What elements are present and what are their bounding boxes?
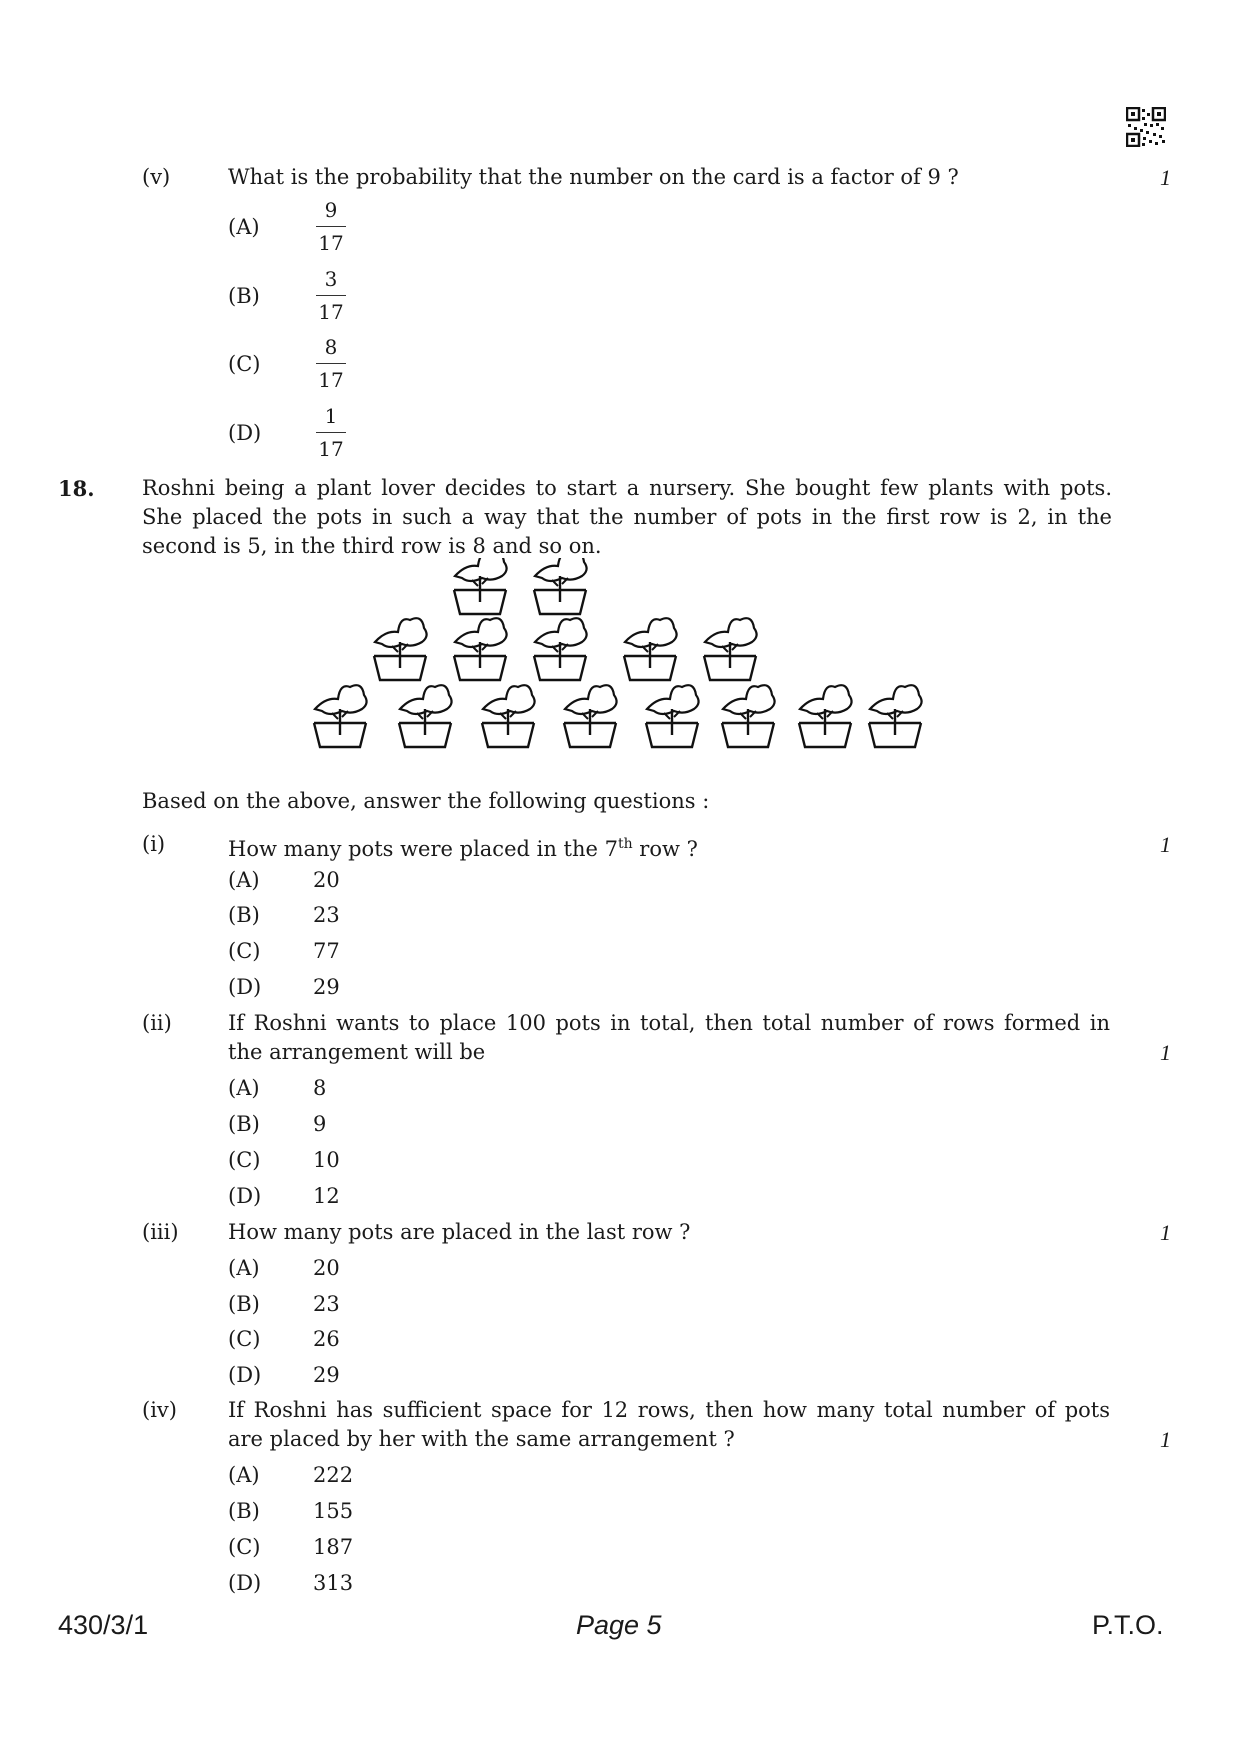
marks-label: 1	[1160, 1427, 1171, 1452]
option-label: (A)	[228, 215, 260, 239]
option-label: (A)	[228, 1463, 260, 1487]
option-label: (C)	[228, 1327, 261, 1351]
question-text-part: How many pots were placed in the 7	[228, 837, 618, 861]
question-label: (iii)	[142, 1220, 179, 1244]
fraction-numerator: 3	[316, 265, 346, 296]
question-line: are placed by her with the same arrangement ?	[228, 1427, 735, 1451]
paragraph-line: Roshni being a plant lover decides to start a nursery. She bought few plants with pots.	[142, 476, 1112, 500]
question-line: the arrangement will be	[228, 1040, 486, 1064]
pot-icon	[704, 618, 757, 680]
option-fraction	[316, 265, 346, 326]
pot-icon	[482, 685, 535, 747]
potted-plants-figure	[310, 558, 930, 773]
pot-icon	[869, 685, 922, 747]
qr-code-icon	[1126, 107, 1166, 147]
option-label: (C)	[228, 1535, 261, 1559]
fraction-denominator: 17	[318, 231, 344, 255]
fraction-numerator: 9	[316, 196, 346, 227]
marks-label: 1	[1160, 165, 1171, 190]
question-text: How many pots are placed in the last row ?	[228, 1220, 691, 1244]
option-fraction	[316, 333, 346, 394]
option-value: 77	[313, 939, 340, 963]
marks-label: 1	[1160, 1040, 1171, 1065]
option-value: 10	[313, 1148, 340, 1172]
option-value: 313	[313, 1571, 354, 1595]
option-label: (B)	[228, 1112, 260, 1136]
option-value: 9	[313, 1112, 327, 1136]
option-label: (D)	[228, 421, 262, 445]
pot-icon	[646, 685, 699, 747]
question-line: If Roshni has sufficient space for 12 rows, then how many total number of pots	[228, 1398, 1110, 1422]
option-value: 8	[313, 1076, 327, 1100]
option-value: 29	[313, 1363, 340, 1387]
pot-icon	[722, 685, 775, 747]
option-label: (A)	[228, 1256, 260, 1280]
option-value: 155	[313, 1499, 354, 1523]
marks-label: 1	[1160, 1220, 1171, 1245]
option-value: 12	[313, 1184, 340, 1208]
question-label: (iv)	[142, 1398, 177, 1422]
question-label: (i)	[142, 832, 166, 856]
question-prompt: Based on the above, answer the following questions :	[142, 789, 710, 813]
paragraph-line: second is 5, in the third row is 8 and so on.	[142, 534, 602, 558]
fraction-numerator: 1	[316, 402, 346, 433]
question-label: (v)	[142, 165, 171, 189]
paper-code: 430/3/1	[58, 1610, 149, 1640]
question-text: What is the probability that the number on the card is a factor of 9 ?	[228, 165, 959, 189]
option-label: (C)	[228, 939, 261, 963]
pto-label: P.T.O.	[1092, 1610, 1164, 1640]
question-text	[228, 1009, 1110, 1067]
pot-icon	[799, 685, 852, 747]
option-label: (D)	[228, 1363, 262, 1387]
option-value: 29	[313, 975, 340, 999]
option-value: 26	[313, 1327, 340, 1351]
option-label: (A)	[228, 868, 260, 892]
pot-icon	[454, 558, 507, 614]
marks-label: 1	[1160, 832, 1171, 857]
option-label: (C)	[228, 352, 261, 376]
fraction-denominator: 17	[318, 437, 344, 461]
superscript: th	[617, 836, 633, 852]
question-text	[228, 830, 698, 864]
pot-icon	[454, 618, 507, 680]
option-fraction	[316, 402, 346, 463]
pot-icon	[399, 685, 452, 747]
question-number: 18.	[58, 476, 95, 501]
option-label: (B)	[228, 1292, 260, 1316]
pot-icon	[564, 685, 617, 747]
option-label: (B)	[228, 1499, 260, 1523]
question-text-part: row ?	[632, 837, 698, 861]
option-label: (B)	[228, 903, 260, 927]
question-paragraph	[142, 474, 1112, 561]
fraction-denominator: 17	[318, 368, 344, 392]
option-label: (D)	[228, 1571, 262, 1595]
question-text	[228, 1396, 1110, 1454]
option-label: (A)	[228, 1076, 260, 1100]
question-label: (ii)	[142, 1011, 172, 1035]
paragraph-line: She placed the pots in such a way that the number of pots in the first row is 2, in the	[142, 505, 1112, 529]
pot-icon	[314, 685, 367, 747]
option-label: (C)	[228, 1148, 261, 1172]
option-label: (B)	[228, 284, 260, 308]
pot-icon	[624, 618, 677, 680]
option-label: (D)	[228, 975, 262, 999]
option-value: 23	[313, 1292, 340, 1316]
page-number: Page 5	[576, 1610, 662, 1640]
option-fraction	[316, 196, 346, 257]
option-value: 187	[313, 1535, 354, 1559]
option-value: 20	[313, 1256, 340, 1280]
question-line: If Roshni wants to place 100 pots in total, then total number of rows formed in	[228, 1011, 1110, 1035]
option-value: 222	[313, 1463, 354, 1487]
fraction-numerator: 8	[316, 333, 346, 364]
option-value: 23	[313, 903, 340, 927]
pot-icon	[534, 558, 587, 614]
pot-icon	[374, 618, 427, 680]
option-label: (D)	[228, 1184, 262, 1208]
option-value: 20	[313, 868, 340, 892]
pot-icon	[534, 618, 587, 680]
fraction-denominator: 17	[318, 300, 344, 324]
